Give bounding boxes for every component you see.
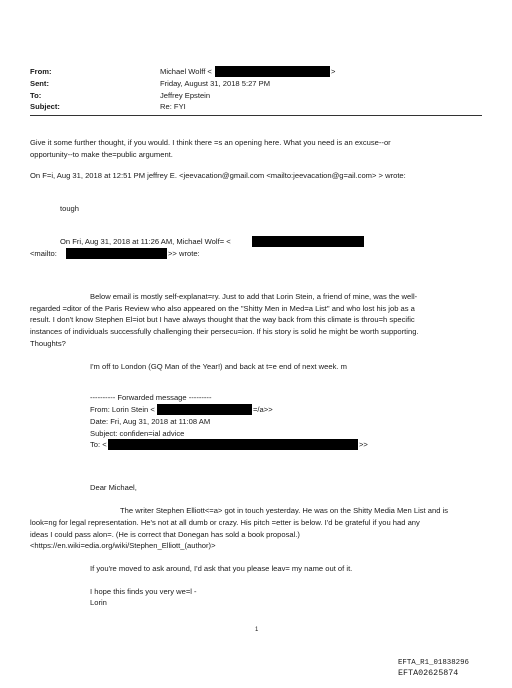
page-number: 1 [255,627,259,633]
body-line: regarded =ditor of the Paris Review who also appeared on the "Shitty Men in Med=a List" and who lost his job as a [30,304,415,313]
body-line: <https://en.wiki=edia.org/wiki/Stephen_Elliott_(author)> [30,541,216,550]
quote-header: On Fri, Aug 31, 2018 at 11:26 AM, Michael Wolf= < [60,237,231,246]
to-value: Jeffrey Epstein [160,91,211,100]
body-line: result. I don't know Stephen El=iot but I have always thought that the way back from this climate is throu=h specific [30,315,415,324]
redaction-bar [108,439,358,450]
body-line: ideas I could pass alon=. (He is correct that Donegan has sold a book proposal.) [30,530,300,539]
subject-value: Re: FYI [160,102,186,111]
from-suffix: > [331,67,336,76]
quote-wrote: >> wrote: [168,249,200,258]
forwarded-to-suffix: >> [359,440,368,449]
body-line: If you're moved to ask around, I'd ask that you please leav= my name out of it. [90,564,353,573]
forwarded-from: From: Lorin Stein < [90,405,155,414]
subject-label: Subject: [30,102,60,111]
redaction-bar [66,248,167,259]
reply-text: tough [60,204,80,213]
forwarded-date: Date: Fri, Aug 31, 2018 at 11:08 AM [90,417,211,426]
forwarded-header: ---------- Forwarded message --------- [90,393,212,402]
body-line: look=ng for legal representation. He's not at all dumb or crazy. His pitch =etter is below. I'd be grateful if you had any [30,518,420,527]
salutation: Dear Michael, [90,483,137,492]
signature-name: Lorin [90,598,107,607]
sent-value: Friday, August 31, 2018 5:27 PM [160,79,271,88]
redaction-bar [215,66,330,77]
sent-label: Sent: [30,79,49,88]
body-line: The writer Stephen Elliott<=a> got in touch yesterday. He was on the Shitty Media Men List and is [120,506,449,515]
forwarded-subject: Subject: confiden=ial advice [90,429,185,438]
quote-header: On F=i, Aug 31, 2018 at 12:51 PM jeffrey E. <jeevacation@gmail.com <mailto:jeevacation@g=ail.com> > wrote: [30,171,406,180]
body-line: opportunity--to make the=public argument. [30,150,173,159]
header-divider [30,115,482,116]
body-line: instances of individuals successfully challenging their persecu=ion. If his story is solid he might be worth supporting. [30,327,419,336]
bates-number-2: EFTA02625874 [398,668,459,678]
from-value: Michael Wolff < [160,67,212,76]
body-line: Give it some further thought, if you would. I think there =s an opening here. What you need is an excuse--or [30,138,391,147]
redaction-bar [252,236,364,247]
closing-line: I hope this finds you very we=l - [90,587,197,596]
body-line: I'm off to London (GQ Man of the Year!) and back at t=e end of next week. m [90,362,347,371]
body-line: Thoughts? [30,339,66,348]
to-label: To: [30,91,42,100]
body-line: Below email is mostly self-explanat=ry. Just to add that Lorin Stein, a friend of mine, was the well- [90,292,418,301]
quote-mailto: <mailto: [30,249,57,258]
redaction-bar [157,404,252,415]
forwarded-from-suffix: =/a>> [253,405,273,414]
bates-number-1: EFTA_R1_01838296 [398,659,469,667]
from-label: From: [30,67,52,76]
forwarded-to: To: < [90,440,107,449]
